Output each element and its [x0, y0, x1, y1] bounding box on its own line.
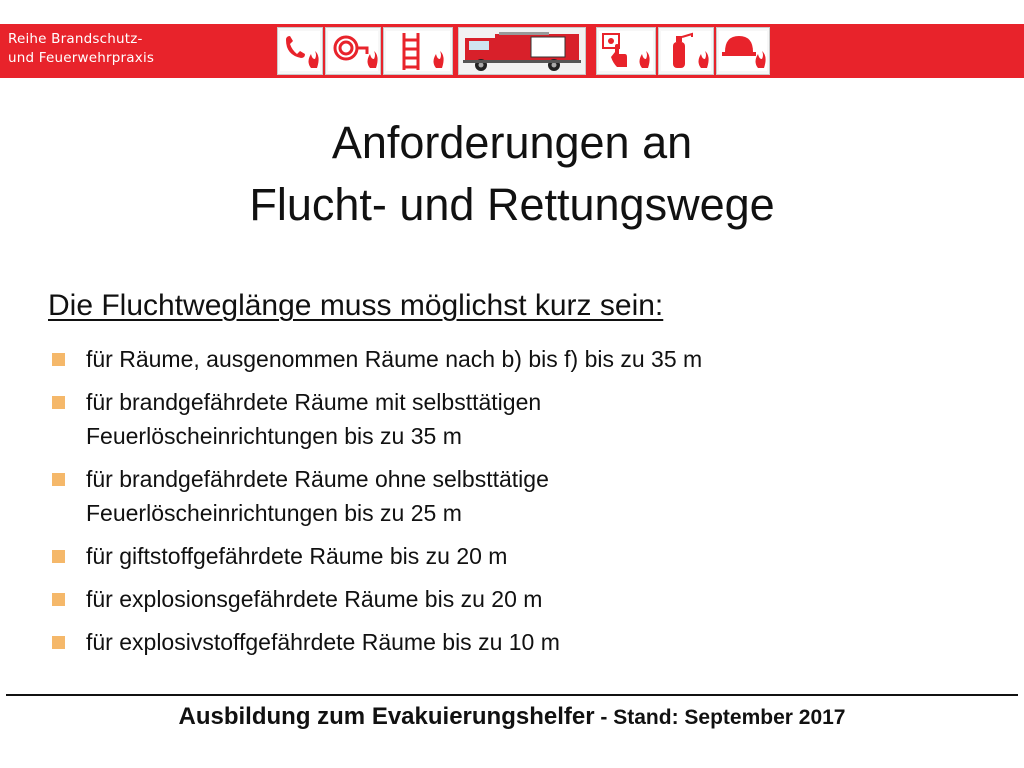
list-item-text-cont: Feuerlöscheinrichtungen bis zu 25 m — [86, 500, 462, 526]
series-title — [8, 30, 154, 68]
footer-separator: - — [594, 706, 614, 729]
ladder-icon — [383, 27, 453, 75]
list-item — [52, 342, 992, 376]
list-item — [52, 539, 992, 573]
phone-icon — [277, 27, 323, 75]
bullet-marker — [52, 353, 65, 366]
title-line1: Anforderungen an — [331, 117, 693, 168]
hose-reel-icon — [325, 27, 381, 75]
list-item — [52, 462, 992, 530]
series-title-line1: Reihe Brandschutz- — [8, 31, 143, 47]
fire-truck-icon — [458, 27, 586, 75]
footer-date: Stand: September 2017 — [613, 706, 846, 729]
fire-extinguisher-icon — [658, 27, 714, 75]
footer-divider — [6, 694, 1018, 696]
list-item — [52, 582, 992, 616]
list-item-text: für explosionsgefährdete Räume bis zu 20 m — [86, 586, 543, 612]
list-item — [52, 385, 992, 453]
list-item-text: für giftstoffgefährdete Räume bis zu 20 m — [86, 543, 508, 569]
list-item-text-cont: Feuerlöscheinrichtungen bis zu 35 m — [86, 423, 462, 449]
list-item-text: für Räume, ausgenommen Räume nach b) bis f) bis zu 35 m — [86, 346, 703, 372]
firefighter-helmet-icon — [716, 27, 770, 75]
footer-course: Ausbildung zum Evakuierungshelfer — [178, 703, 595, 730]
requirements-list — [52, 342, 992, 668]
bullet-marker — [52, 550, 65, 563]
list-item-text: für brandgefährdete Räume ohne selbsttätige — [86, 466, 549, 492]
bullet-marker — [52, 636, 65, 649]
list-item — [52, 625, 992, 659]
page-title — [0, 112, 1024, 236]
list-item-text: für explosivstoffgefährdete Räume bis zu 10 m — [86, 629, 560, 655]
footer — [0, 703, 1024, 731]
bullet-marker — [52, 396, 65, 409]
bullet-marker — [52, 473, 65, 486]
series-title-line2: und Feuerwehrpraxis — [8, 50, 155, 66]
title-line2: Flucht- und Rettungswege — [249, 179, 775, 230]
alarm-button-icon — [596, 27, 656, 75]
section-heading: Die Fluchtweglänge muss möglichst kurz sein: — [48, 289, 664, 322]
bullet-marker — [52, 593, 65, 606]
list-item-text: für brandgefährdete Räume mit selbsttätigen — [86, 389, 542, 415]
